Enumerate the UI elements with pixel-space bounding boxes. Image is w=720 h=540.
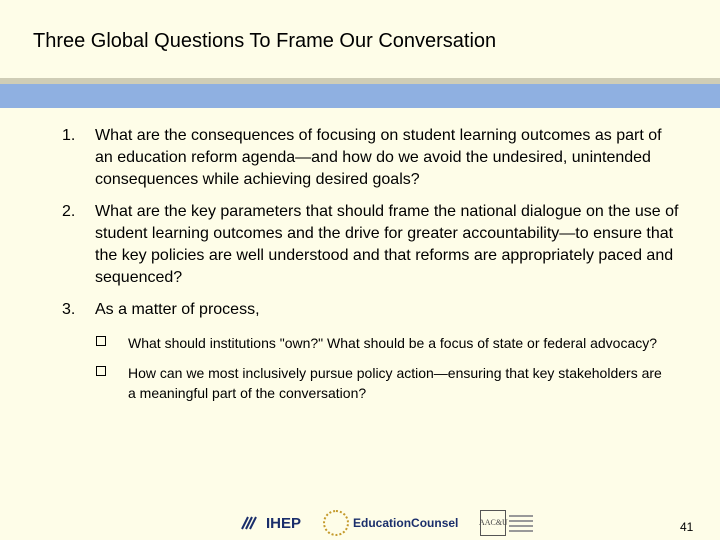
question-item-3 — [62, 299, 682, 321]
checkbox-bullet-icon — [96, 366, 106, 376]
sub-point-list — [95, 333, 665, 413]
ec-logo-suffix: Counsel — [411, 516, 459, 530]
ihep-logo — [240, 515, 301, 532]
seal-icon — [323, 510, 349, 536]
question-number: 1. — [62, 127, 76, 144]
page-number: 41 — [680, 520, 694, 534]
education-counsel-logo — [323, 510, 458, 536]
header-band — [0, 84, 720, 108]
sub-point-item-2 — [95, 363, 665, 403]
aacu-logo — [480, 510, 533, 536]
sub-point-text: What should institutions "own?" What should be a focus of state or federal advocacy? — [128, 335, 658, 351]
question-list — [62, 125, 682, 331]
ihep-logo-text: IHEP — [266, 514, 302, 532]
ec-logo-prefix: Education — [353, 516, 412, 530]
question-item-2 — [62, 201, 682, 289]
aacu-logo-lines — [509, 512, 533, 535]
slide-title: Three Global Questions To Frame Our Conversation — [33, 30, 497, 52]
checkbox-bullet-icon — [96, 336, 106, 346]
sub-point-text: How can we most inclusively pursue policy action—ensuring that key stakeholders are a meaningful part of the conversation? — [128, 365, 662, 401]
question-number: 3. — [62, 301, 76, 318]
question-item-1 — [62, 125, 682, 191]
question-text: What are the key parameters that should frame the national dialogue on the use of student learning outcomes and the drive for greater accountability—to ensure that the key policies are well understood and that reforms are appropriately paced and sequenced? — [95, 203, 679, 286]
footer-logos — [240, 508, 533, 538]
question-text: As a matter of process, — [95, 301, 260, 318]
question-text: What are the consequences of focusing on student learning outcomes as part of an education reform agenda—and how do we avoid the undesired, unintended consequences while achieving desired goals? — [95, 127, 662, 188]
question-number: 2. — [62, 203, 76, 220]
ihep-mark-icon — [240, 515, 262, 531]
sub-point-item-1 — [95, 333, 665, 353]
aacu-logo-mark: AAC&U — [480, 510, 506, 536]
